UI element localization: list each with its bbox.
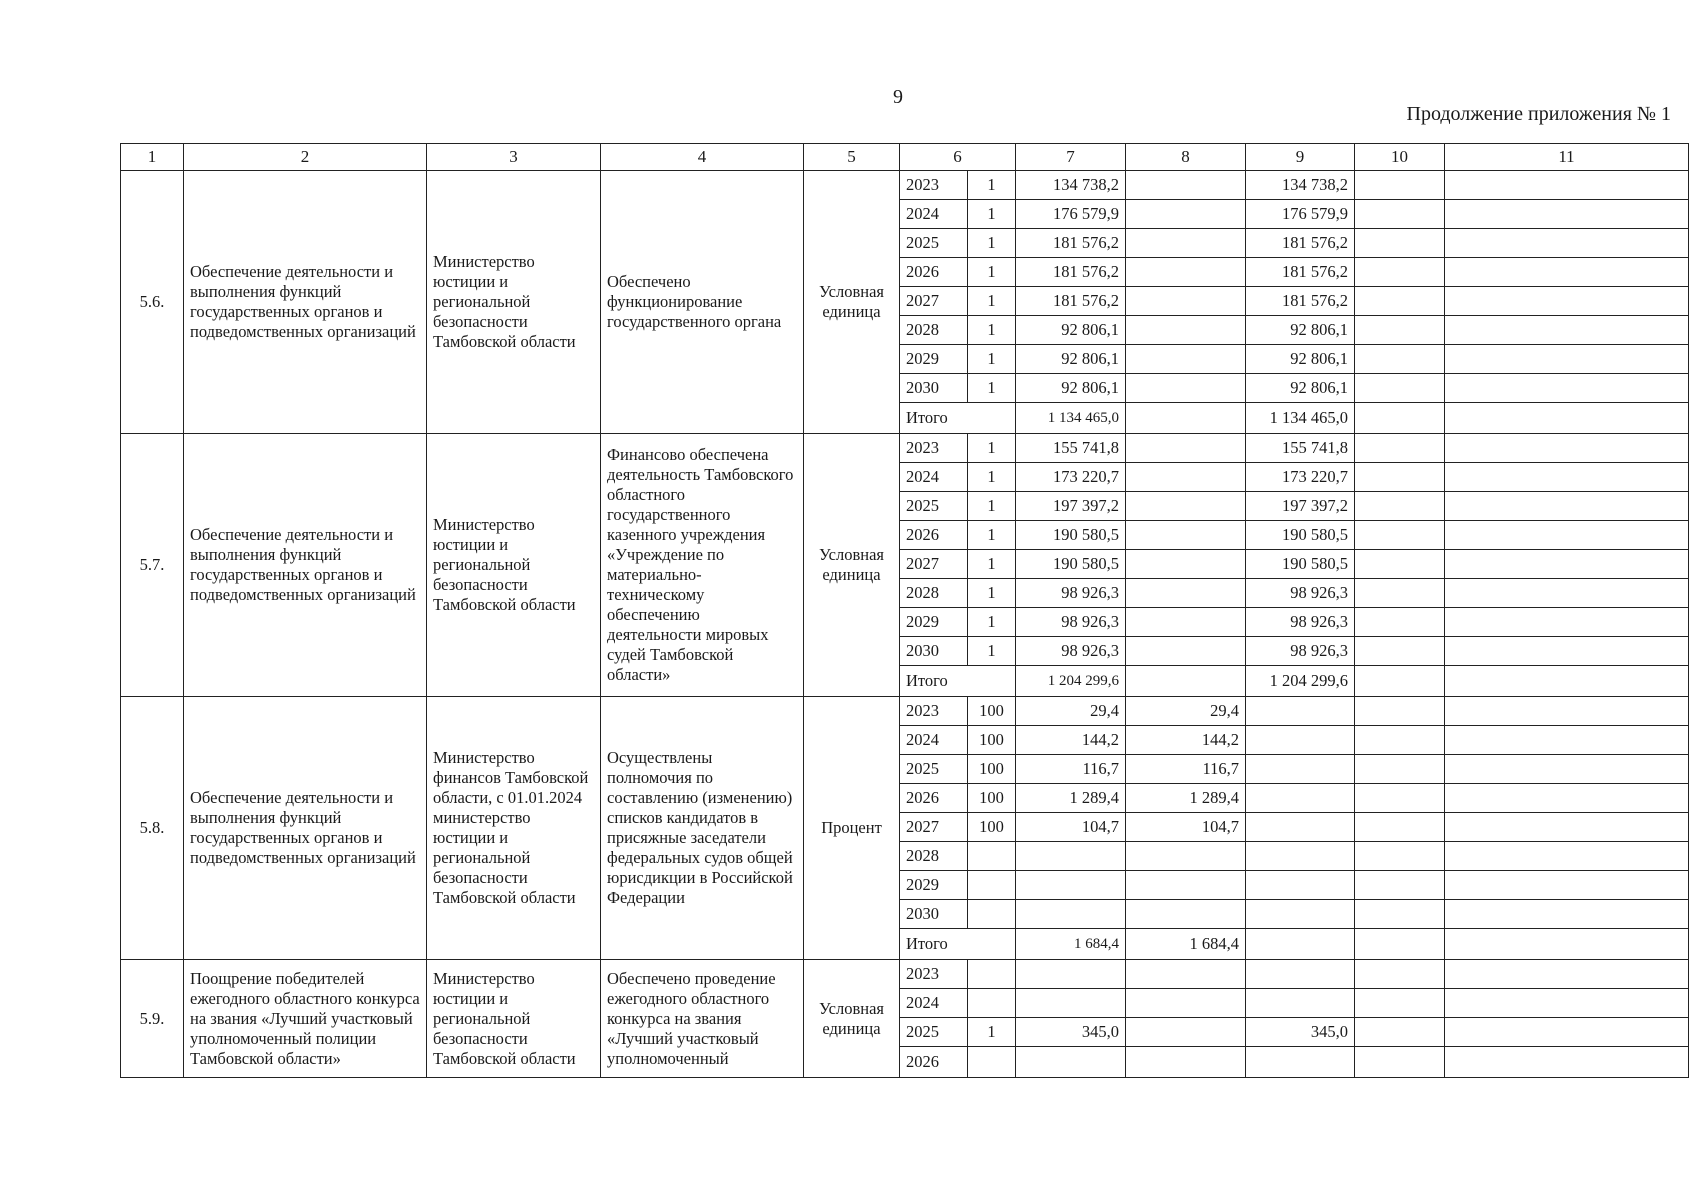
total-funding-cell: 190 580,5 [1016, 521, 1126, 550]
total-funding-cell: 1 289,4 [1016, 784, 1126, 813]
column-header: 6 [900, 144, 1016, 171]
local-budget-cell [1355, 666, 1445, 697]
total-funding-cell: 104,7 [1016, 813, 1126, 842]
extrabudgetary-cell [1445, 316, 1689, 345]
total-funding-cell: 92 806,1 [1016, 374, 1126, 403]
local-budget-cell [1355, 287, 1445, 316]
regional-budget-cell: 181 576,2 [1246, 287, 1355, 316]
total-funding-cell: 155 741,8 [1016, 434, 1126, 463]
extrabudgetary-cell [1445, 842, 1689, 871]
federal-budget-cell [1126, 960, 1246, 989]
extrabudgetary-cell [1445, 403, 1689, 434]
column-header: 9 [1246, 144, 1355, 171]
year-cell: 2029 [900, 345, 968, 374]
column-header: 2 [184, 144, 427, 171]
year-cell: 2025 [900, 1018, 968, 1047]
extrabudgetary-cell [1445, 900, 1689, 929]
regional-budget-cell: 98 926,3 [1246, 608, 1355, 637]
federal-budget-cell [1126, 258, 1246, 287]
federal-budget-cell [1126, 287, 1246, 316]
regional-budget-cell: 98 926,3 [1246, 579, 1355, 608]
item-number-cell: 5.7. [121, 434, 184, 697]
local-budget-cell [1355, 258, 1445, 287]
table-row [121, 960, 1689, 989]
year-cell: 2029 [900, 608, 968, 637]
federal-budget-cell [1126, 200, 1246, 229]
federal-budget-cell [1126, 637, 1246, 666]
unit-cell: Условная единица [804, 960, 900, 1078]
total-funding-cell [1016, 960, 1126, 989]
indicator-value-cell: 100 [968, 726, 1016, 755]
year-cell: 2023 [900, 697, 968, 726]
item-number-cell: 5.9. [121, 960, 184, 1078]
indicator-value-cell: 100 [968, 784, 1016, 813]
extrabudgetary-cell [1445, 171, 1689, 200]
local-budget-cell [1355, 755, 1445, 784]
indicator-value-cell: 1 [968, 258, 1016, 287]
local-budget-cell [1355, 1047, 1445, 1078]
federal-budget-cell [1126, 229, 1246, 258]
unit-cell: Процент [804, 697, 900, 960]
column-header: 1 [121, 144, 184, 171]
regional-budget-cell: 92 806,1 [1246, 374, 1355, 403]
event-name-cell: Обеспечение деятельности и выполнения функций государственных органов и подведомственных организаций [184, 697, 427, 960]
regional-budget-cell: 190 580,5 [1246, 521, 1355, 550]
executor-cell: Министерство юстиции и региональной безопасности Тамбовской области [427, 960, 601, 1078]
local-budget-cell [1355, 637, 1445, 666]
regional-budget-cell [1246, 842, 1355, 871]
column-header: 11 [1445, 144, 1689, 171]
total-funding-cell: 181 576,2 [1016, 287, 1126, 316]
indicator-value-cell [968, 960, 1016, 989]
local-budget-cell [1355, 989, 1445, 1018]
column-header: 8 [1126, 144, 1246, 171]
federal-budget-cell [1126, 871, 1246, 900]
event-name-cell: Обеспечение деятельности и выполнения функций государственных органов и подведомственных организаций [184, 434, 427, 697]
total-funding-cell: 116,7 [1016, 755, 1126, 784]
year-cell: 2026 [900, 784, 968, 813]
executor-cell: Министерство юстиции и региональной безопасности Тамбовской области [427, 171, 601, 434]
local-budget-cell [1355, 434, 1445, 463]
total-funding-cell: 144,2 [1016, 726, 1126, 755]
federal-budget-cell [1126, 171, 1246, 200]
indicator-value-cell: 1 [968, 374, 1016, 403]
total-funding-cell [1016, 842, 1126, 871]
year-cell: 2027 [900, 550, 968, 579]
total-funding-cell [1016, 1047, 1126, 1078]
table-row [121, 171, 1689, 200]
regional-budget-cell [1246, 697, 1355, 726]
result-cell: Осуществлены полномочия по составлению (изменению) списков кандидатов в присяжные заседатели федеральных судов общей юрисдикции в Российской Федерации [601, 697, 804, 960]
local-budget-cell [1355, 550, 1445, 579]
year-cell: 2028 [900, 842, 968, 871]
regional-budget-cell: 345,0 [1246, 1018, 1355, 1047]
total-funding-cell: 1 684,4 [1016, 929, 1126, 960]
indicator-value-cell: 1 [968, 200, 1016, 229]
page-number: 9 [893, 86, 903, 108]
extrabudgetary-cell [1445, 929, 1689, 960]
total-funding-cell: 345,0 [1016, 1018, 1126, 1047]
total-funding-cell [1016, 900, 1126, 929]
item-number-cell: 5.8. [121, 697, 184, 960]
extrabudgetary-cell [1445, 550, 1689, 579]
local-budget-cell [1355, 608, 1445, 637]
local-budget-cell [1355, 345, 1445, 374]
local-budget-cell [1355, 521, 1445, 550]
column-header: 10 [1355, 144, 1445, 171]
year-cell: 2023 [900, 960, 968, 989]
total-funding-cell: 134 738,2 [1016, 171, 1126, 200]
local-budget-cell [1355, 403, 1445, 434]
year-cell: 2030 [900, 637, 968, 666]
extrabudgetary-cell [1445, 345, 1689, 374]
indicator-value-cell: 100 [968, 755, 1016, 784]
federal-budget-cell: 1 289,4 [1126, 784, 1246, 813]
year-cell: 2024 [900, 726, 968, 755]
indicator-value-cell: 1 [968, 229, 1016, 258]
indicator-value-cell: 1 [968, 171, 1016, 200]
column-header: 5 [804, 144, 900, 171]
federal-budget-cell [1126, 666, 1246, 697]
indicator-value-cell: 1 [968, 463, 1016, 492]
year-cell: 2028 [900, 579, 968, 608]
indicator-value-cell: 1 [968, 1018, 1016, 1047]
indicator-value-cell [968, 1047, 1016, 1078]
extrabudgetary-cell [1445, 258, 1689, 287]
table-body [121, 171, 1689, 1078]
local-budget-cell [1355, 374, 1445, 403]
local-budget-cell [1355, 200, 1445, 229]
year-cell: 2027 [900, 813, 968, 842]
indicator-value-cell [968, 900, 1016, 929]
extrabudgetary-cell [1445, 960, 1689, 989]
regional-budget-cell: 181 576,2 [1246, 258, 1355, 287]
extrabudgetary-cell [1445, 463, 1689, 492]
federal-budget-cell [1126, 345, 1246, 374]
local-budget-cell [1355, 316, 1445, 345]
year-cell: 2026 [900, 1047, 968, 1078]
indicator-value-cell: 1 [968, 345, 1016, 374]
event-name-cell: Обеспечение деятельности и выполнения функций государственных органов и подведомственных организаций [184, 171, 427, 434]
extrabudgetary-cell [1445, 1047, 1689, 1078]
regional-budget-cell: 155 741,8 [1246, 434, 1355, 463]
total-funding-cell: 98 926,3 [1016, 608, 1126, 637]
event-name-cell: Поощрение победителей ежегодного областного конкурса на звания «Лучший участковый уполномоченный полиции Тамбовской области» [184, 960, 427, 1078]
total-funding-cell: 92 806,1 [1016, 345, 1126, 374]
extrabudgetary-cell [1445, 637, 1689, 666]
regional-budget-cell: 173 220,7 [1246, 463, 1355, 492]
total-funding-cell: 1 134 465,0 [1016, 403, 1126, 434]
federal-budget-cell [1126, 579, 1246, 608]
regional-budget-cell [1246, 900, 1355, 929]
result-cell: Финансово обеспечена деятельность Тамбовского областного государственного казенного учреждения «Учреждение по материально-техническому обеспечению деятельности мировых судей Тамбовской области» [601, 434, 804, 697]
regional-budget-cell: 134 738,2 [1246, 171, 1355, 200]
unit-cell: Условная единица [804, 434, 900, 697]
indicator-value-cell: 1 [968, 287, 1016, 316]
total-funding-cell: 173 220,7 [1016, 463, 1126, 492]
executor-cell: Министерство финансов Тамбовской области, с 01.01.2024 министерство юстиции и региональной безопасности Тамбовской области [427, 697, 601, 960]
column-header: 7 [1016, 144, 1126, 171]
federal-budget-cell [1126, 403, 1246, 434]
federal-budget-cell [1126, 316, 1246, 345]
total-label-cell: Итого [900, 929, 1016, 960]
total-funding-cell: 29,4 [1016, 697, 1126, 726]
year-cell: 2025 [900, 492, 968, 521]
federal-budget-cell: 29,4 [1126, 697, 1246, 726]
local-budget-cell [1355, 960, 1445, 989]
year-cell: 2030 [900, 900, 968, 929]
indicator-value-cell: 100 [968, 813, 1016, 842]
item-number-cell: 5.6. [121, 171, 184, 434]
total-funding-cell [1016, 989, 1126, 1018]
regional-budget-cell [1246, 871, 1355, 900]
year-cell: 2029 [900, 871, 968, 900]
regional-budget-cell: 98 926,3 [1246, 637, 1355, 666]
year-cell: 2030 [900, 374, 968, 403]
year-cell: 2023 [900, 171, 968, 200]
regional-budget-cell [1246, 784, 1355, 813]
local-budget-cell [1355, 813, 1445, 842]
regional-budget-cell [1246, 1047, 1355, 1078]
total-funding-cell: 190 580,5 [1016, 550, 1126, 579]
local-budget-cell [1355, 871, 1445, 900]
indicator-value-cell [968, 871, 1016, 900]
extrabudgetary-cell [1445, 697, 1689, 726]
total-funding-cell: 92 806,1 [1016, 316, 1126, 345]
extrabudgetary-cell [1445, 579, 1689, 608]
result-cell: Обеспечено проведение ежегодного областного конкурса на звания «Лучший участковый уполномоченный [601, 960, 804, 1078]
year-cell: 2023 [900, 434, 968, 463]
extrabudgetary-cell [1445, 434, 1689, 463]
extrabudgetary-cell [1445, 813, 1689, 842]
regional-budget-cell [1246, 989, 1355, 1018]
result-cell: Обеспечено функционирование государственного органа [601, 171, 804, 434]
total-label-cell: Итого [900, 666, 1016, 697]
local-budget-cell [1355, 726, 1445, 755]
extrabudgetary-cell [1445, 287, 1689, 316]
federal-budget-cell [1126, 434, 1246, 463]
total-funding-cell: 1 204 299,6 [1016, 666, 1126, 697]
regional-budget-cell: 197 397,2 [1246, 492, 1355, 521]
regional-budget-cell [1246, 929, 1355, 960]
local-budget-cell [1355, 492, 1445, 521]
year-cell: 2025 [900, 755, 968, 784]
total-funding-cell: 181 576,2 [1016, 229, 1126, 258]
year-cell: 2027 [900, 287, 968, 316]
federal-budget-cell [1126, 1018, 1246, 1047]
local-budget-cell [1355, 784, 1445, 813]
indicator-value-cell [968, 989, 1016, 1018]
local-budget-cell [1355, 463, 1445, 492]
local-budget-cell [1355, 929, 1445, 960]
federal-budget-cell [1126, 608, 1246, 637]
local-budget-cell [1355, 171, 1445, 200]
unit-cell: Условная единица [804, 171, 900, 434]
year-cell: 2026 [900, 258, 968, 287]
appendix-continuation-title: Продолжение приложения № 1 [1406, 103, 1671, 125]
federal-budget-cell [1126, 1047, 1246, 1078]
extrabudgetary-cell [1445, 608, 1689, 637]
total-funding-cell [1016, 871, 1126, 900]
federal-budget-cell [1126, 989, 1246, 1018]
extrabudgetary-cell [1445, 200, 1689, 229]
extrabudgetary-cell [1445, 871, 1689, 900]
federal-budget-cell [1126, 463, 1246, 492]
regional-budget-cell [1246, 726, 1355, 755]
total-funding-cell: 98 926,3 [1016, 637, 1126, 666]
year-cell: 2025 [900, 229, 968, 258]
federal-budget-cell [1126, 842, 1246, 871]
indicator-value-cell: 1 [968, 434, 1016, 463]
federal-budget-cell [1126, 900, 1246, 929]
year-cell: 2024 [900, 463, 968, 492]
total-label-cell: Итого [900, 403, 1016, 434]
regional-budget-cell [1246, 960, 1355, 989]
indicator-value-cell: 1 [968, 550, 1016, 579]
local-budget-cell [1355, 697, 1445, 726]
federal-budget-cell [1126, 374, 1246, 403]
column-number-row [121, 144, 1689, 171]
indicator-value-cell: 1 [968, 492, 1016, 521]
federal-budget-cell: 104,7 [1126, 813, 1246, 842]
regional-budget-cell: 92 806,1 [1246, 316, 1355, 345]
federal-budget-cell: 144,2 [1126, 726, 1246, 755]
total-funding-cell: 181 576,2 [1016, 258, 1126, 287]
federal-budget-cell [1126, 492, 1246, 521]
extrabudgetary-cell [1445, 989, 1689, 1018]
regional-budget-cell: 176 579,9 [1246, 200, 1355, 229]
column-header: 3 [427, 144, 601, 171]
total-funding-cell: 197 397,2 [1016, 492, 1126, 521]
indicator-value-cell: 100 [968, 697, 1016, 726]
table-row [121, 697, 1689, 726]
executor-cell: Министерство юстиции и региональной безопасности Тамбовской области [427, 434, 601, 697]
indicator-value-cell: 1 [968, 579, 1016, 608]
federal-budget-cell: 116,7 [1126, 755, 1246, 784]
local-budget-cell [1355, 900, 1445, 929]
regional-budget-cell [1246, 813, 1355, 842]
indicator-value-cell [968, 842, 1016, 871]
federal-budget-cell [1126, 550, 1246, 579]
regional-budget-cell: 181 576,2 [1246, 229, 1355, 258]
program-measures-table [120, 143, 1689, 1078]
federal-budget-cell [1126, 521, 1246, 550]
extrabudgetary-cell [1445, 666, 1689, 697]
extrabudgetary-cell [1445, 374, 1689, 403]
regional-budget-cell: 1 134 465,0 [1246, 403, 1355, 434]
table-row [121, 434, 1689, 463]
extrabudgetary-cell [1445, 784, 1689, 813]
extrabudgetary-cell [1445, 1018, 1689, 1047]
federal-budget-cell: 1 684,4 [1126, 929, 1246, 960]
extrabudgetary-cell [1445, 726, 1689, 755]
year-cell: 2024 [900, 989, 968, 1018]
regional-budget-cell: 92 806,1 [1246, 345, 1355, 374]
regional-budget-cell: 1 204 299,6 [1246, 666, 1355, 697]
local-budget-cell [1355, 842, 1445, 871]
indicator-value-cell: 1 [968, 608, 1016, 637]
year-cell: 2028 [900, 316, 968, 345]
regional-budget-cell [1246, 755, 1355, 784]
extrabudgetary-cell [1445, 492, 1689, 521]
total-funding-cell: 98 926,3 [1016, 579, 1126, 608]
year-cell: 2024 [900, 200, 968, 229]
extrabudgetary-cell [1445, 521, 1689, 550]
extrabudgetary-cell [1445, 229, 1689, 258]
local-budget-cell [1355, 579, 1445, 608]
column-header: 4 [601, 144, 804, 171]
indicator-value-cell: 1 [968, 637, 1016, 666]
extrabudgetary-cell [1445, 755, 1689, 784]
regional-budget-cell: 190 580,5 [1246, 550, 1355, 579]
indicator-value-cell: 1 [968, 316, 1016, 345]
local-budget-cell [1355, 229, 1445, 258]
total-funding-cell: 176 579,9 [1016, 200, 1126, 229]
local-budget-cell [1355, 1018, 1445, 1047]
year-cell: 2026 [900, 521, 968, 550]
indicator-value-cell: 1 [968, 521, 1016, 550]
